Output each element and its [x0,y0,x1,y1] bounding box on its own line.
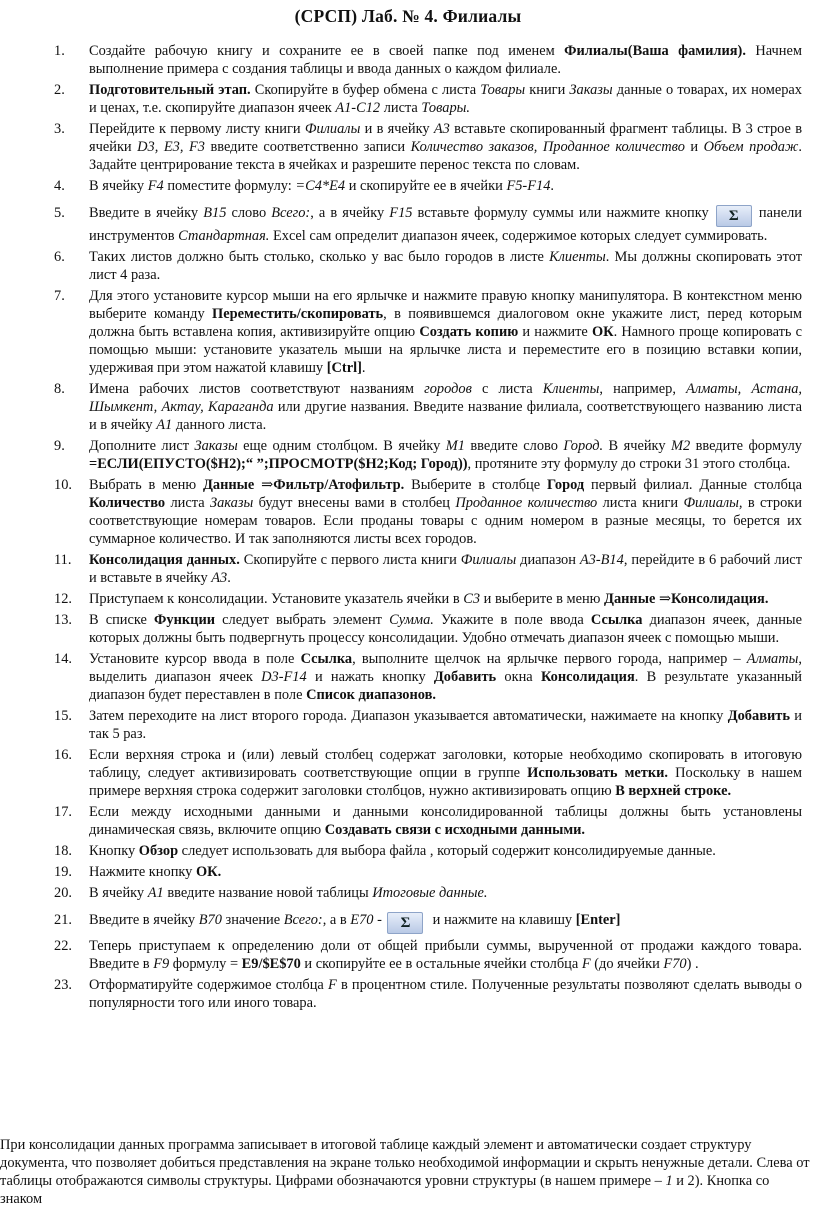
step-8: 8. Имена рабочих листов соответствуют названиям городов с листа Клиенты, например, Алматы, Астана, Шымкент, Актау, Караганда или другие названия. Введите название филиала, соответствующего названию листа и в ячейку А1 данного листа. [54,381,802,433]
step-20: 20. В ячейку А1 введите название новой таблицы Итоговые данные. [54,885,488,901]
step-11: 11. Консолидация данных. Скопируйте с первого листа книги Филиалы диапазон А3-В14, перейдите в 6 рабочий лист и вставьте в ячейку А3. [54,552,802,586]
step-6: 6. Таких листов должно быть столько, сколько у вас было городов в листе Клиенты. Мы должны скопировать этот лист 4 раза. [54,249,802,283]
autosum-icon: Σ [387,912,423,934]
step-23: 23. Отформатируйте содержимое столбца F в процентном стиле. Полученные результаты позволяют сделать выводы о популярности того или иного товара. [54,977,802,1011]
step-22: 22. Теперь приступаем к определению доли от общей прибыли суммы, вырученной от продажи каждого товара. Введите в F9 формулу = Е9/$E$70 и скопируйте ее в остальные ячейки столбца F (до ячейки F70) . [54,938,802,972]
step-4: 4. В ячейку F4 поместите формулу: =С4*Е4 и скопируйте ее в ячейки F5-F14. [54,178,555,194]
step-17: 17. Если между исходными данными и данными консолидированной таблицы должны быть установлены динамическая связь, включите опцию Создавать связи с исходными данными. [54,804,802,838]
autosum-icon: Σ [716,205,752,227]
step-14: 14. Установите курсор ввода в поле Ссылка, выполните щелчок на ярлычке первого города, например – Алматы, выделить диапазон ячеек D3-F14 и нажать кнопку Добавить окна Консолидация. В результате указанный диапазон будет переставлен в поле Список диапазонов. [54,651,802,703]
step-9: 9. Дополните лист Заказы еще одним столбцом. В ячейку М1 введите слово Город. В ячейку М2 введите формулу =ЕСЛИ(ЕПУСТО($H2);“ ”;ПРОСМОТР($H2;Код; Город)), протяните эту формулу до строки 31 этого столбца. [54,438,803,472]
step-12: 12. Приступаем к консолидации. Установите указатель ячейки в С3 и выберите в меню Данные ⇒Консолидация. [54,591,769,607]
step-19: 19. Нажмите кнопку ОК. [54,864,222,880]
step-2: 2. Подготовительный этап. Скопируйте в буфер обмена с листа Товары книги Заказы данные о товарах, их номерах и ценах, т.е. скопируйте диапазон ячеек А1-С12 листа Товары. [54,82,802,116]
step-18: 18. Кнопку Обзор следует использовать для выбора файла , который содержит консолидируемые данные. [54,843,716,859]
step-3: 3. Перейдите к первому листу книги Филиалы и в ячейку А3 вставьте скопированный фрагмент таблицы. В 3 строе в ячейки D3, E3, F3 введите соответственно записи Количество заказов, Проданное количество и Объем продаж. Задайте центрирование текста в ячейках и разрешите перенос текста по словам. [54,121,802,173]
closing-paragraph: При консолидации данных программа записывает в итоговой таблице каждый элемент и автоматически создает структуру документа, что позволяет добиться представления на экране только необходимой информации и скрыть ненужные детали. Слева от таблицы отображаются символы структуры. Цифрами обозначаются уровни структуры (в нашем примере – 1 и 2). Кнопка со знаком [0,1137,810,1207]
step-15: 15. Затем переходите на лист второго города. Диапазон указывается автоматически, нажимаете на кнопку Добавить и так 5 раз. [54,708,802,742]
step-13: 13. В списке Функции следует выбрать элемент Сумма. Укажите в поле ввода Ссылка диапазон ячеек, данные которых должны быть подвергнуть процессу консолидации. Удобно отмечать диапазон ячеек с помощью мыши. [54,612,802,646]
step-16: 16. Если верхняя строка и (или) левый столбец содержат заголовки, которые необходимо скопировать в итоговую таблицу, следует активизировать соответствующие опции в группе Использовать метки. Поскольку в нашем примере верхняя строка содержит заголовки столбцов, нужно активизировать опцию В верхней строке. [54,747,802,799]
step-5: 5. Введите в ячейку В15 слово Всего:, а в ячейку F15 вставьте формулу суммы или нажмите кнопку Σ панели инструментов Стандартная. Excel сам определит диапазон ячеек, содержимое которых следует суммировать. [54,205,802,244]
page-title: (СРСП) Лаб. № 4. Филиалы [294,6,522,26]
steps-list [0,42,816,1015]
step-1: 1. Создайте рабочую книгу и сохраните ее в своей папке под именем Филиалы(Ваша фамилия). Начнем выполнение примера с создания таблицы и ввода данных о каждом филиале. [54,43,802,77]
step-7: 7. Для этого установите курсор мыши на его ярлычке и нажмите правую кнопку манипулятора. В контекстном меню выберите команду Переместить/скопировать, в появившемся диалоговом окне укажите лист, перед которым должна быть вставлена копия, активизируйте опцию Создать копию и нажмите ОК. Намного проще копировать с помощью мыши: установите указатель мыши на ярлычке листа и переместите его в позицию вставки копии, удерживая при этом нажатой клавишу [Ctrl]. [54,288,802,376]
step-10: 10. Выбрать в меню Данные ⇒Фильтр/Атофильтр. Выберите в столбце Город первый филиал. Данные столбца Количество листа Заказы будут внесены вами в столбец Проданное количество листа книги Филиалы, в строки соответствующие номерам товаров. Если проданы товары с одним номером в разные месяцы, то берется их суммарное количество. И так заполняются листы всех городов. [54,477,803,547]
step-21: 21. Введите в ячейку В70 значение Всего:, а в Е70 - Σ и нажмите на клавишу [Enter] [0,911,816,934]
